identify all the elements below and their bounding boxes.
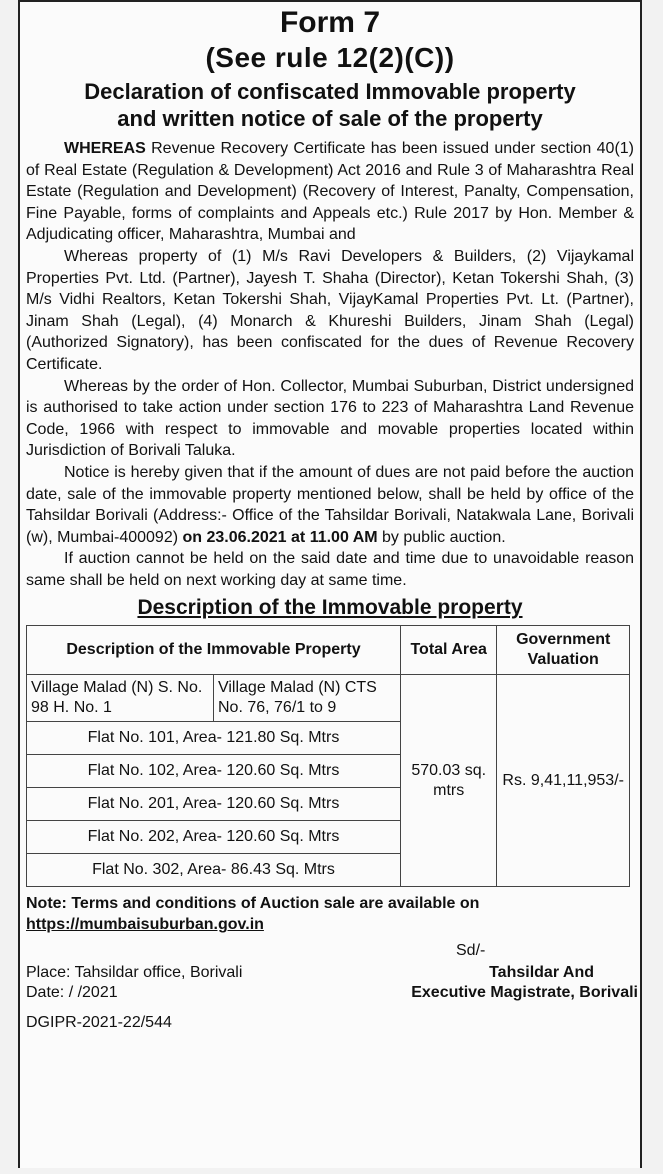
notice-body xyxy=(20,132,640,591)
date-line: Date: / /2021 xyxy=(26,984,118,1002)
declaration-title-line2: and written notice of sale of the property xyxy=(117,106,543,131)
auction-notice-end: by public auction. xyxy=(377,528,506,546)
place-line: Place: Tahsildar office, Borivali xyxy=(26,964,243,982)
website-link[interactable]: https://mumbaisuburban.gov.in xyxy=(26,916,264,934)
declaration-title xyxy=(20,78,640,132)
flat-102: Flat No. 102, Area- 120.60 Sq. Mtrs xyxy=(27,755,401,788)
paragraph-whereas-text: Revenue Recovery Certificate has been issued under section 40(1) of Real Estate (Regulation & Development) Act 2016 and Rule 3 of Maharashtra Real Estate (Regulation and Development) (Recovery of Interest, Panalty, Compensation, Fine Payable, forms of complaints and Appeals etc.) Rule 2017 by Hon. Member & Adjudicating officer, Maharashtra, Mumbai and xyxy=(26,140,634,244)
signatory-title-2: Executive Magistrate, Borivali xyxy=(411,984,638,1002)
col-valuation-header: Government Valuation xyxy=(497,626,630,675)
paragraph-postponement: If auction cannot be held on the said date and time due to unavoidable reason same shall be held on next working day at same time. xyxy=(26,550,634,589)
reference-number: DGIPR-2021-22/544 xyxy=(26,1014,172,1032)
whereas-bold: WHEREAS xyxy=(64,140,146,157)
table-header-row xyxy=(27,626,630,675)
village-cell xyxy=(27,675,401,722)
auction-note xyxy=(26,893,634,935)
property-table xyxy=(26,625,630,887)
flat-302: Flat No. 302, Area- 86.43 Sq. Mtrs xyxy=(27,854,401,887)
flat-202: Flat No. 202, Area- 120.60 Sq. Mtrs xyxy=(27,821,401,854)
note-text: Note: Terms and conditions of Auction sale are available on xyxy=(26,895,480,913)
village-survey-no: Village Malad (N) S. No. 98 H. No. 1 xyxy=(27,675,214,721)
flat-101: Flat No. 101, Area- 121.80 Sq. Mtrs xyxy=(27,722,401,755)
declaration-title-line1: Declaration of confiscated Immovable property xyxy=(84,79,576,104)
signatory-title-1: Tahsildar And xyxy=(489,964,594,982)
total-area-cell: 570.03 sq. mtrs xyxy=(400,675,496,887)
property-table-heading: Description of the Immovable property xyxy=(137,596,523,620)
auction-date: on 23.06.2021 at 11.00 AM xyxy=(182,528,378,546)
paragraph-auction-notice xyxy=(26,462,634,548)
paragraph-collector-order: Whereas by the order of Hon. Collector, Mumbai Suburban, District undersigned is authorised to take action under section 176 to 223 of Maharashtra Land Revenue Code, 1966 with respect to immovable and movable properties located within Jurisdiction of Borivali Taluka. xyxy=(26,377,634,460)
signature-sd: Sd/- xyxy=(456,942,486,960)
col-area-header: Total Area xyxy=(400,626,496,675)
village-cts-no: Village Malad (N) CTS No. 76, 76/1 to 9 xyxy=(217,679,377,717)
notice-page xyxy=(18,0,642,1168)
valuation-cell: Rs. 9,41,11,953/- xyxy=(497,675,630,887)
table-row xyxy=(27,675,630,722)
notice-footer xyxy=(26,939,638,1049)
form-number: Form 7 xyxy=(279,6,381,39)
flat-201: Flat No. 201, Area- 120.60 Sq. Mtrs xyxy=(27,788,401,821)
rule-reference: (See rule 12(2)(C)) xyxy=(205,42,455,73)
paragraph-whereas xyxy=(26,138,634,246)
paragraph-property-owners: Whereas property of (1) M/s Ravi Developers & Builders, (2) Vijaykamal Properties Pvt. Ltd. (Partner), Jayesh T. Shaha (Director), Ketan Tokershi Shah, (3) M/s Vidhi Realtors, Ketan Tokershi Shah, VijayKamal Properties Pvt. Lt. (Partner), Jinam Shah (Legal), (4) Monarch & Khureshi Builders, Jinam Shah (Legal) (Authorized Signatory), has been confiscated for the dues of Revenue Recovery Certificate. xyxy=(26,247,634,373)
col-description-header: Description of the Immovable Property xyxy=(27,626,401,675)
auction-notice-text: Notice is hereby given that if the amount of dues are not paid before the auction date, sale of the immovable property mentioned below, shall be held by office of the Tahsildar Borivali (Address:- Office of the Tahsildar Borivali, Natakwala Lane, Borivali (w), Mumbai-400092) xyxy=(26,463,634,546)
